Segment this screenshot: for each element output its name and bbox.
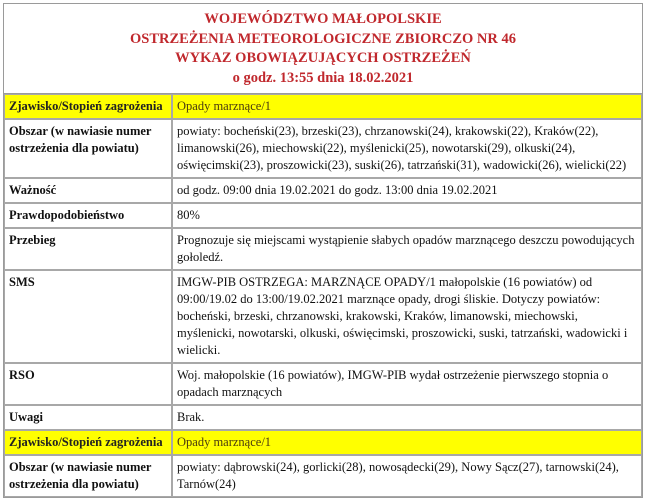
area-value: powiaty: bocheński(23), brzeski(23), chrzanowski(24), krakowski(22), Kraków(22), limanowski(26), miechowski(22), myślenicki(25), nowotarski(29), olkuski(24), oświęcimski(23), proszowicki(23), suski(26), tatrzański(31), wadowicki(26), wielicki(22): [172, 119, 642, 178]
sms-label: SMS: [4, 270, 172, 363]
phenomenon-value: Opady marznące/1: [172, 94, 642, 119]
course-value: Prognozuje się miejscami wystąpienie słabych opadów marznącego deszczu powodujących gołoledź.: [172, 228, 642, 270]
table-row-course: [4, 228, 642, 270]
course-label: Przebieg: [4, 228, 172, 270]
table-row-sms: [4, 270, 642, 363]
rso-label: RSO: [4, 363, 172, 405]
header-title: OSTRZEŻENIA METEOROLOGICZNE ZBIORCZO NR 46: [130, 30, 516, 47]
table-row-validity: [4, 178, 642, 203]
area-label: Obszar (w nawiasie numer ostrzeżenia dla powiatu): [4, 119, 172, 178]
validity-value: od godz. 09:00 dnia 19.02.2021 do godz. 13:00 dnia 19.02.2021: [172, 178, 642, 203]
probability-value: 80%: [172, 203, 642, 228]
header-timestamp: o godz. 13:55 dnia 18.02.2021: [232, 69, 414, 86]
table-row-area: [4, 119, 642, 178]
table-row-phenomenon: [4, 94, 642, 119]
table-row-phenomenon-2: [4, 430, 642, 455]
area-label-2: Obszar (w nawiasie numer ostrzeżenia dla powiatu): [4, 455, 172, 497]
warnings-document: [3, 3, 643, 498]
phenomenon-label-2: Zjawisko/Stopień zagrożenia: [4, 430, 172, 455]
warnings-table: [3, 93, 643, 498]
table-row-area-2: [4, 455, 642, 497]
rso-value: Woj. małopolskie (16 powiatów), IMGW-PIB wydał ostrzeżenie pierwszego stopnia o opadach marznących: [172, 363, 642, 405]
header-region: WOJEWÓDZTWO MAŁOPOLSKIE: [204, 11, 442, 27]
sms-value: IMGW-PIB OSTRZEGA: MARZNĄCE OPADY/1 małopolskie (16 powiatów) od 09:00/19.02 do 13:00/19.02.2021 marznące opady, drogi śliskie. Dotyczy powiatów: bocheński, brzeski, chrzanowski, krakowski, Kraków, limanowski, miechowski, myślenicki, nowotarski, olkuski, oświęcimski, proszowicki, suski, tatrzański, wadowicki i wielicki.: [172, 270, 642, 363]
area-value-2: powiaty: dąbrowski(24), gorlicki(28), nowosądecki(29), Nowy Sącz(27), tarnowski(24), Tarnów(24): [172, 455, 642, 497]
validity-label: Ważność: [4, 178, 172, 203]
header-subtitle: WYKAZ OBOWIĄZUJĄCYCH OSTRZEŻEŃ: [175, 50, 471, 66]
phenomenon-label: Zjawisko/Stopień zagrożenia: [4, 94, 172, 119]
notes-label: Uwagi: [4, 405, 172, 430]
table-row-rso: [4, 363, 642, 405]
document-header: [3, 3, 643, 93]
notes-value: Brak.: [172, 405, 642, 430]
phenomenon-value-2: Opady marznące/1: [172, 430, 642, 455]
table-row-notes: [4, 405, 642, 430]
table-row-probability: [4, 203, 642, 228]
probability-label: Prawdopodobieństwo: [4, 203, 172, 228]
